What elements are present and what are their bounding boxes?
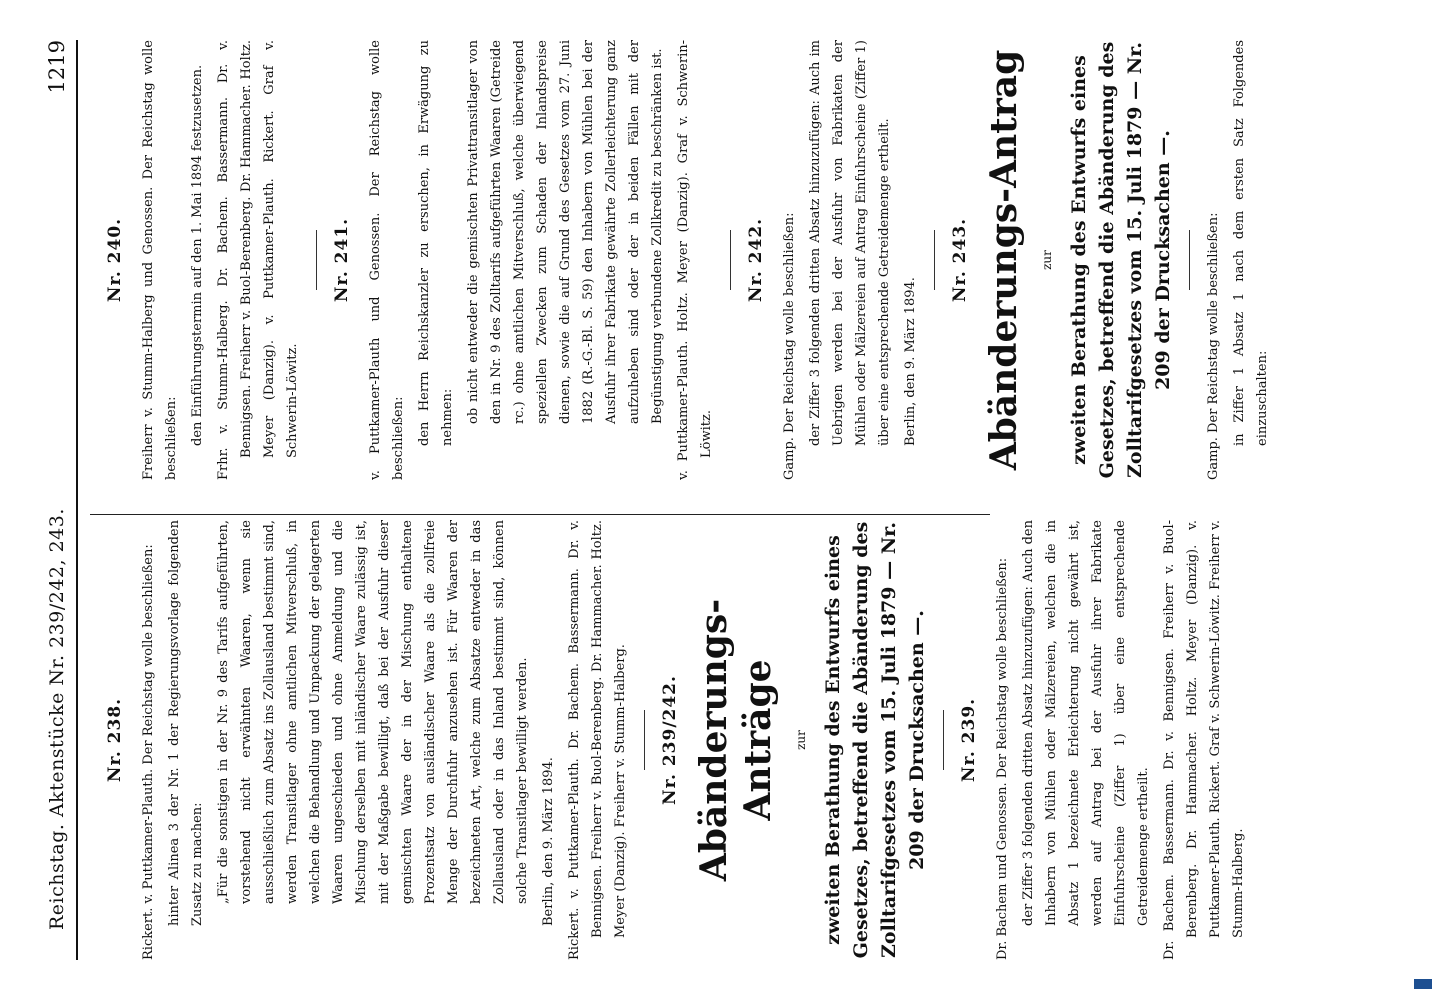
motion-239-text: der Ziffer 3 folgenden dritten Absatz hinzuzufügen: Auch den Inhabern von Mühlen oder Mälzereien, welchen die in Absatz 1 bezeichnete Erleichterung nicht gewährt ist, werden auf Antrag bei der Ausfuhr ihrer Fabrikate Einfuhrscheine (Ziffer 1) über eine entsprechende Getreidemenge ertheilt. [1021,520,1151,926]
motion-241-text-2: ob nicht entweder die gemischten Privattransitlager von den in Nr. 9 des Zolltarifs aufgeführten Waaren (Getreide rc.) ohne amtlichen Mitverschluß, welche überwiegend speziellen Zwecken zum Schaden der Inlandspreise dienen, sowie die auf Grund des Gesetzes vom 27. Juni 1882 (R.-G.-Bl. S. 59) den Inhabern von Mühlen bei der Ausfuhr ihrer Fabrikate gewährte Zollerleichterung ganz aufzuheben sind oder der in beiden Fällen mit der Begünstigung verbundene Zollkredit zu beschränken ist. [466,40,665,424]
motion-238-signatories: Rickert. v. Puttkamer-Plauth. Dr. Bachem. Bassermann. Dr. v. Bennigsen. Freiherr v. Buol-Berenberg. Dr. Hammacher. Holtz. Meyer (Danzig). Freiherr v. Stumm-Halberg. [567,520,628,960]
separator [943,710,944,770]
heading-nr-241: Nr. 241. [332,217,352,303]
separator [1189,230,1190,290]
separator [644,710,645,770]
heading-antrag: Abänderungs-Antrag [983,49,1025,471]
heading-nr-242: Nr. 242. [746,217,766,303]
separator [316,230,317,290]
heading-nr-240: Nr. 240. [105,217,125,303]
motion-238-date: Berlin, den 9. März 1894. [541,757,556,926]
right-column [90,40,1277,480]
zur-label: zur [794,730,808,750]
motion-238-text-1: hinter Alinea 3 der Nr. 1 der Regierungsvorlage folgenden Zusatz zu machen: [167,520,205,926]
motion-239-intro: Dr. Bachem und Genossen. Der Reichstag wolle beschließen: [995,557,1010,960]
separator [934,230,935,290]
zur-label: zur [1040,250,1054,270]
digitization-credit [1407,0,1425,1000]
motion-241-signatories: v. Puttkamer-Plauth. Holtz. Meyer (Danzig). Graf v. Schwerin-Löwitz. [676,40,714,480]
left-column [90,520,1253,960]
motion-242-date: Berlin, den 9. März 1894. [903,277,918,446]
reference-title: zweiten Berathung des Entwurfs eines Gesetzes, betreffend die Abänderung des Zolltarifgesetzes vom 15. Juli 1879 — Nr. 209 der Drucksachen —. [1068,41,1174,479]
heading-nr-238: Nr. 238. [105,697,125,783]
motion-243-text: in Ziffer 1 Absatz 1 nach dem ersten Satz Folgendes einzuschalten: [1232,40,1270,446]
motion-242-text: der Ziffer 3 folgenden dritten Absatz hinzuzufügen: Auch im Uebrigen werden bei der Ausfuhr von Fabrikaten der Mühlen oder Mälzereien auf Antrag Einfuhrscheine (Ziffer 1) über eine entsprechende Getreidemenge ertheilt. [808,40,892,446]
motion-238-intro: Rickert. v. Puttkamer-Plauth. Der Reichstag wolle beschließen: [141,544,156,960]
motion-241-intro: v. Puttkamer-Plauth und Genossen. Der Reichstag wolle beschließen: [368,40,406,480]
motion-243-intro: Gamp. Der Reichstag wolle beschließen: [1206,212,1221,480]
heading-nr-243: Nr. 243. [950,217,970,303]
motion-238-text-2: „Für die sonstigen in der Nr. 9 des Tarifs aufgeführten, vorstehend nicht erwähnten Waaren, wenn sie ausschließlich zum Absatz ins Zollausland bestimmt sind, werden Transitlager ohne amtlichen Mitverschluß, in welchen die Behandlung und Umpackung der gelagerten Waaren ungeschieden und ohne Anmeldung und die Mischung derselben mit inländischer Waare zulässig ist, mit der Maßgabe bewilligt, daß bei der Ausfuhr dieser gemischten Waare der in der Mischung enthaltene Prozentsatz von ausländischer Waare als die zollfreie Menge der Durchfuhr anzusehen ist. Für Waaren der bezeichneten Art, welche zum Absatze entweder in das Zollausland oder in das Inland bestimmt sind, können solche Transitlager bewilligt werden. [216,520,530,904]
motion-239-signatories: Dr. Bachem. Bassermann. Dr. v. Bennigsen. Freiherr v. Buol-Berenberg. Dr. Hammacher. Holtz. Meyer (Danzig). v. Puttkamer-Plauth. Rickert. Graf v. Schwerin-Löwitz. Freiherr v. Stumm-Halberg. [1162,520,1246,960]
motion-240-signatories: Frhr. v. Stumm-Halberg. Dr. Bachem. Bassermann. Dr. v. Bennigsen. Freiherr v. Buol-Berenberg. Dr. Hammacher. Holtz. Meyer (Danzig). v. Puttkamer-Plauth. Rickert. Graf v. Schwerin-Löwitz. [216,40,300,480]
heading-nr-239: Nr. 239. [959,697,979,783]
heading-antraege: Abänderungs-Anträge [693,598,779,882]
heading-nr-239-242: Nr. 239/242. [660,675,680,805]
running-title: Reichstag. Aktenstücke Nr. 239/242, 243. [46,508,68,930]
page-number: 1219 [45,40,69,94]
page-header [46,40,78,960]
dfg-badge [1414,979,1432,989]
motion-240-text: den Einführungstermin auf den 1. Mai 1894 festzusetzen. [190,64,205,446]
motion-241-text-1: den Herrn Reichskanzler zu ersuchen, in Erwägung zu nehmen: [417,40,455,446]
column-rule [90,514,990,515]
motion-242-intro: Gamp. Der Reichstag wolle beschließen: [782,212,797,480]
reference-title: zweiten Berathung des Entwurfs eines Gesetzes, betreffend die Abänderung des Zolltarifgesetzes vom 15. Juli 1879 — Nr. 209 der Drucksachen —. [822,521,928,959]
motion-240-intro: Freiherr v. Stumm-Halberg und Genossen. Der Reichstag wolle beschließen: [141,40,179,480]
separator [730,230,731,290]
